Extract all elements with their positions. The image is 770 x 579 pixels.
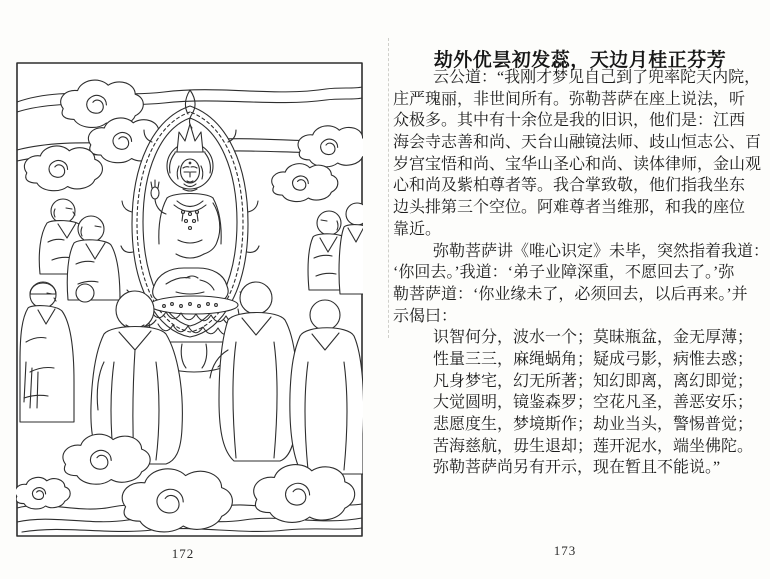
text-line: 弥勒菩萨尚另有开示，现在暂且不能说。” (433, 459, 721, 477)
text-line: 性量三三，麻绳蜗角；疑成弓影，病惟去惑； (433, 350, 754, 368)
monk-head-small (76, 284, 94, 302)
text-line: 大觉圆明，镜鉴森罗；空花凡圣，善恶安乐； (433, 394, 754, 412)
text-line: 靠近。 (393, 220, 442, 238)
page-number-right: 173 (553, 543, 577, 558)
chapter-title: 劫外优昙初发蕊，天边月桂正芬芳 (433, 49, 727, 71)
buddhist-assembly-illustration (16, 62, 363, 537)
text-line: 示偈曰： (393, 307, 458, 325)
text-line: 心和尚及紫柏尊者等。我合掌致敬，他们指我坐东 (393, 177, 746, 195)
text-line: 边头排第三个空位。阿难尊者当维那，和我的座位 (393, 199, 746, 217)
text-line: 凡身梦宅，幻无所著；知幻即离，离幻即觉； (433, 372, 754, 390)
text-line: 识智何分，波水一个；莫昧瓶盆，金无厚薄； (433, 329, 754, 347)
text-line: 岁宫宝悟和尚、宝华山圣心和尚、读体律师，金山观 (393, 155, 762, 173)
text-line: 苦海慈航，毋生退却；莲开泥水，端坐佛陀。 (433, 437, 754, 455)
text-line: 云公道：“我刚才梦见自己到了兜率陀天内院， (433, 69, 761, 86)
body-text (393, 67, 770, 479)
text-line: 众极多。其中有十余位是我的旧识，他们是：江西 (393, 112, 746, 130)
text-line: 庄严瑰丽，非世间所有。弥勒菩萨在座上说法，听 (393, 90, 746, 108)
text-line: 悲愿度生，梦境斯作；劫业当头，警惕普觉； (433, 416, 754, 433)
text-line: 勒菩萨道：‘你业缘未了，必须回去，以后再来。’并 (393, 285, 748, 303)
text-line: 弥勒菩萨讲《唯心识定》未毕，突然指着我道： (433, 242, 770, 260)
page-number-left: 172 (171, 546, 195, 561)
page-gutter-shadow (388, 38, 389, 338)
text-line: 海会寺志善和尚、天台山融镜法师、歧山恒志公、百 (393, 134, 762, 152)
text-line: ‘你回去。’我道：‘弟子业障深重，不愿回去了。’弥 (393, 264, 735, 282)
